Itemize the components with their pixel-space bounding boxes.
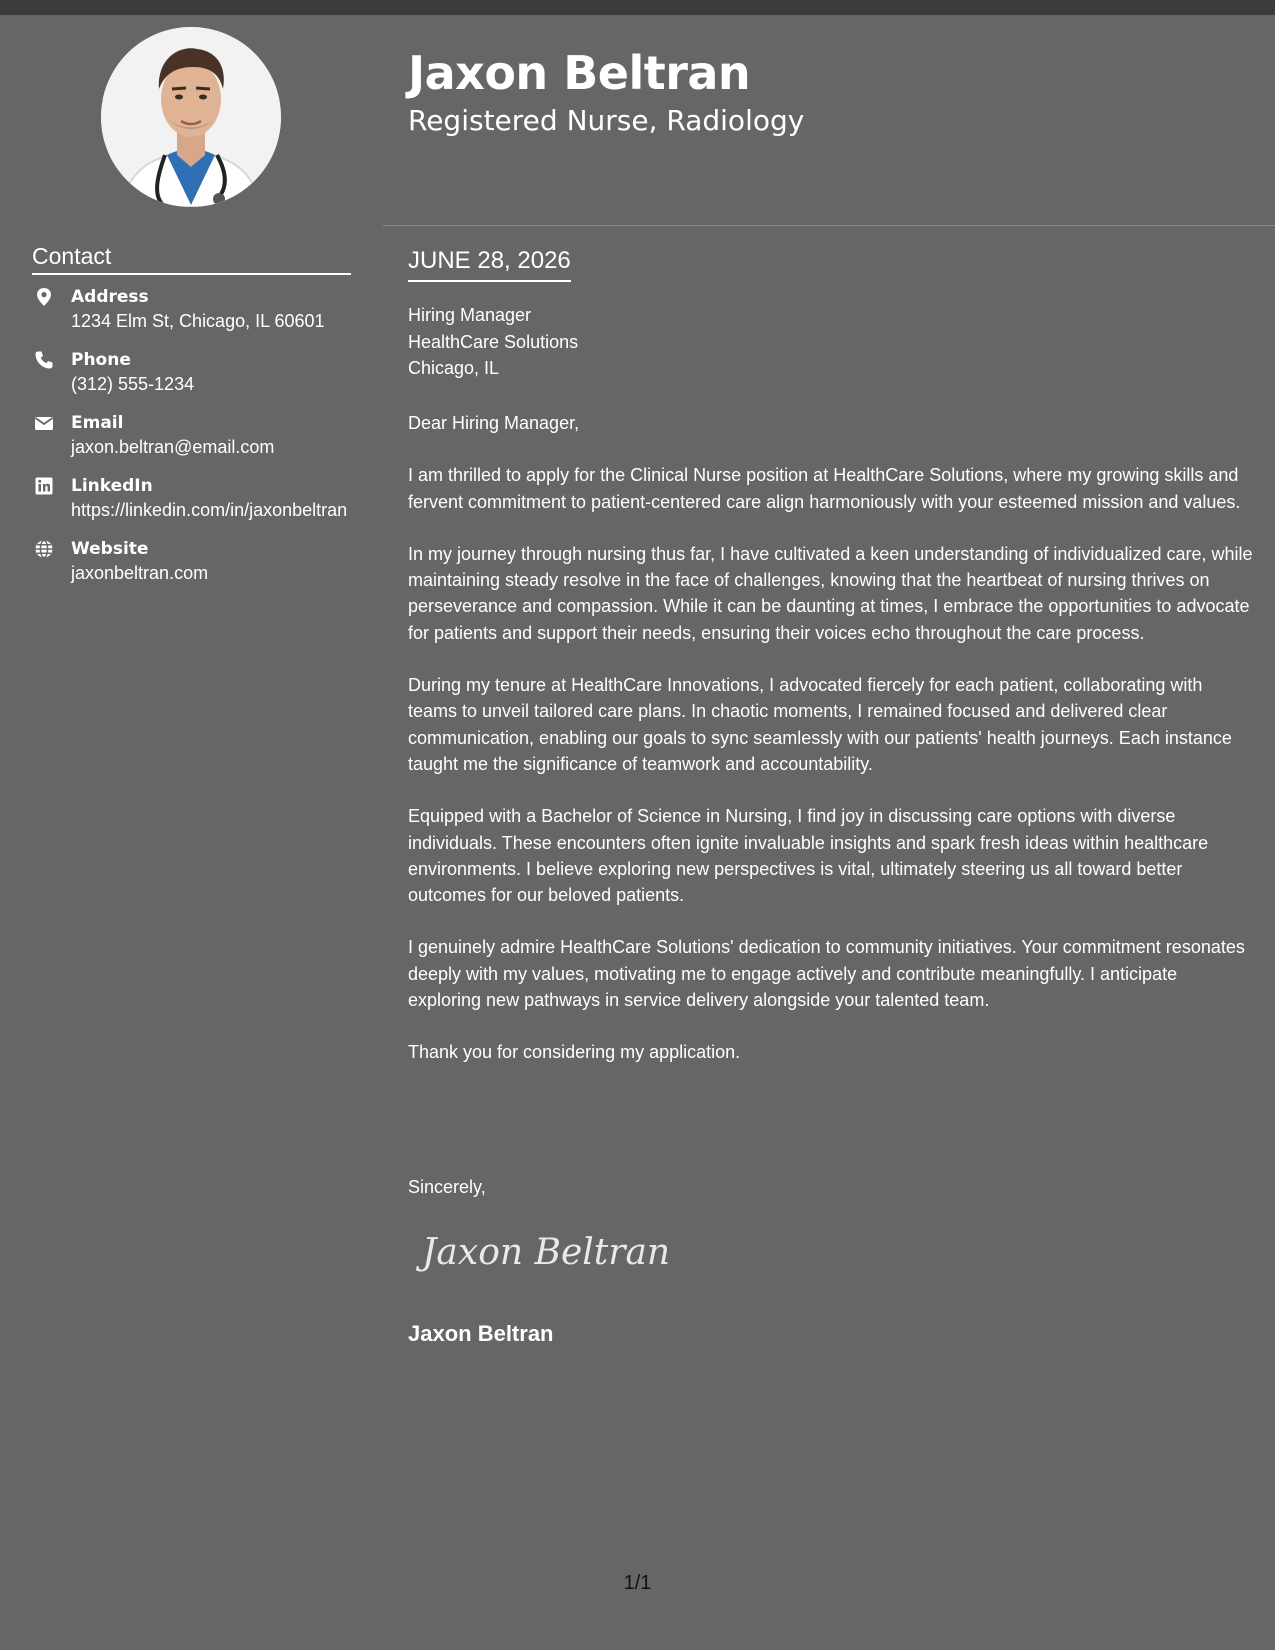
contact-label: Email (71, 413, 124, 433)
envelope-icon (34, 413, 54, 433)
contact-label: Phone (71, 350, 131, 370)
address-value: 1234 Elm St, Chicago, IL 60601 (71, 311, 325, 331)
salutation: Dear Hiring Manager, (408, 413, 580, 433)
recipient-line: Chicago, IL (408, 358, 500, 378)
sidebar (0, 15, 383, 1635)
letter-paragraph: Equipped with a Bachelor of Science in Nursing, I find joy in discussing care options with diverse individuals. These encounters often ignite invaluable insights and spark fresh ideas within healthcare environments. I believe exploring new perspectives is vital, ultimately steering us all toward better outcomes for our beloved patients. (408, 806, 1209, 906)
letter-paragraph: During my tenure at HealthCare Innovations, I advocated fiercely for each patient, collaborating with teams to unveil tailored care plans. In chaotic moments, I remained focused and delivered clear communication, enabling our goals to sync seamlessly with our patients' health journeys. Each instance taught me the significance of teamwork and accountability. (408, 675, 1232, 774)
linkedin-icon (34, 476, 54, 496)
letter-date: JUNE 28, 2026 (408, 245, 571, 282)
recipient-block (408, 302, 578, 382)
person-portrait-icon (101, 27, 281, 207)
recipient-line: Hiring Manager (408, 305, 532, 325)
email-value: jaxon.beltran@email.com (71, 437, 275, 457)
candidate-role: Registered Nurse, Radiology (408, 104, 805, 137)
letter-paragraph: Thank you for considering my application. (408, 1042, 741, 1063)
recipient-line: HealthCare Solutions (408, 331, 579, 352)
contact-address (32, 285, 352, 333)
letter-body (408, 410, 1253, 1092)
location-pin-icon (34, 287, 54, 307)
contact-label: Website (71, 539, 149, 559)
handwritten-signature: Jaxon Beltran (422, 1232, 671, 1273)
header-divider (383, 225, 1275, 226)
contact-label: LinkedIn (71, 476, 153, 496)
signer-name: Jaxon Beltran (408, 1321, 554, 1346)
letter-paragraph: I genuinely admire HealthCare Solutions' dedication to community initiatives. Your commitment resonates deeply with my values, motivating me to engage actively and contribute meaningfully. I anticipate exploring new pathways in service delivery alongside your talented team. (408, 937, 1245, 1011)
contact-email (32, 411, 352, 459)
globe-icon (34, 539, 54, 559)
candidate-name: Jaxon Beltran (408, 46, 751, 100)
contact-phone (32, 348, 352, 396)
page-number: 1/1 (623, 1572, 652, 1594)
contact-linkedin (32, 474, 352, 522)
contact-list (32, 285, 352, 600)
linkedin-value[interactable]: https://linkedin.com/in/jaxonbeltran (71, 500, 348, 520)
letter-paragraph: I am thrilled to apply for the Clinical Nurse position at HealthCare Solutions, where my growing skills and fervent commitment to patient-centered care align harmoniously with your esteemed mission and values. (408, 465, 1241, 512)
letter-paragraph: In my journey through nursing thus far, I have cultivated a keen understanding of individualized care, while maintaining steady resolve in the face of challenges, knowing that the heartbeat of nursing thrives on perseverance and compassion. While it can be daunting at times, I embrace the opportunities to advocate for patients and support their needs, ensuring their voices echo throughout the care process. (408, 543, 1253, 643)
closing: Sincerely, (408, 1177, 486, 1197)
top-bar (0, 0, 1275, 15)
avatar (101, 27, 281, 207)
contact-website (32, 537, 352, 585)
contact-heading: Contact (32, 241, 351, 275)
phone-value: (312) 555-1234 (71, 374, 195, 394)
phone-icon (34, 350, 54, 370)
website-value[interactable]: jaxonbeltran.com (71, 563, 209, 583)
contact-label: Address (71, 287, 149, 307)
